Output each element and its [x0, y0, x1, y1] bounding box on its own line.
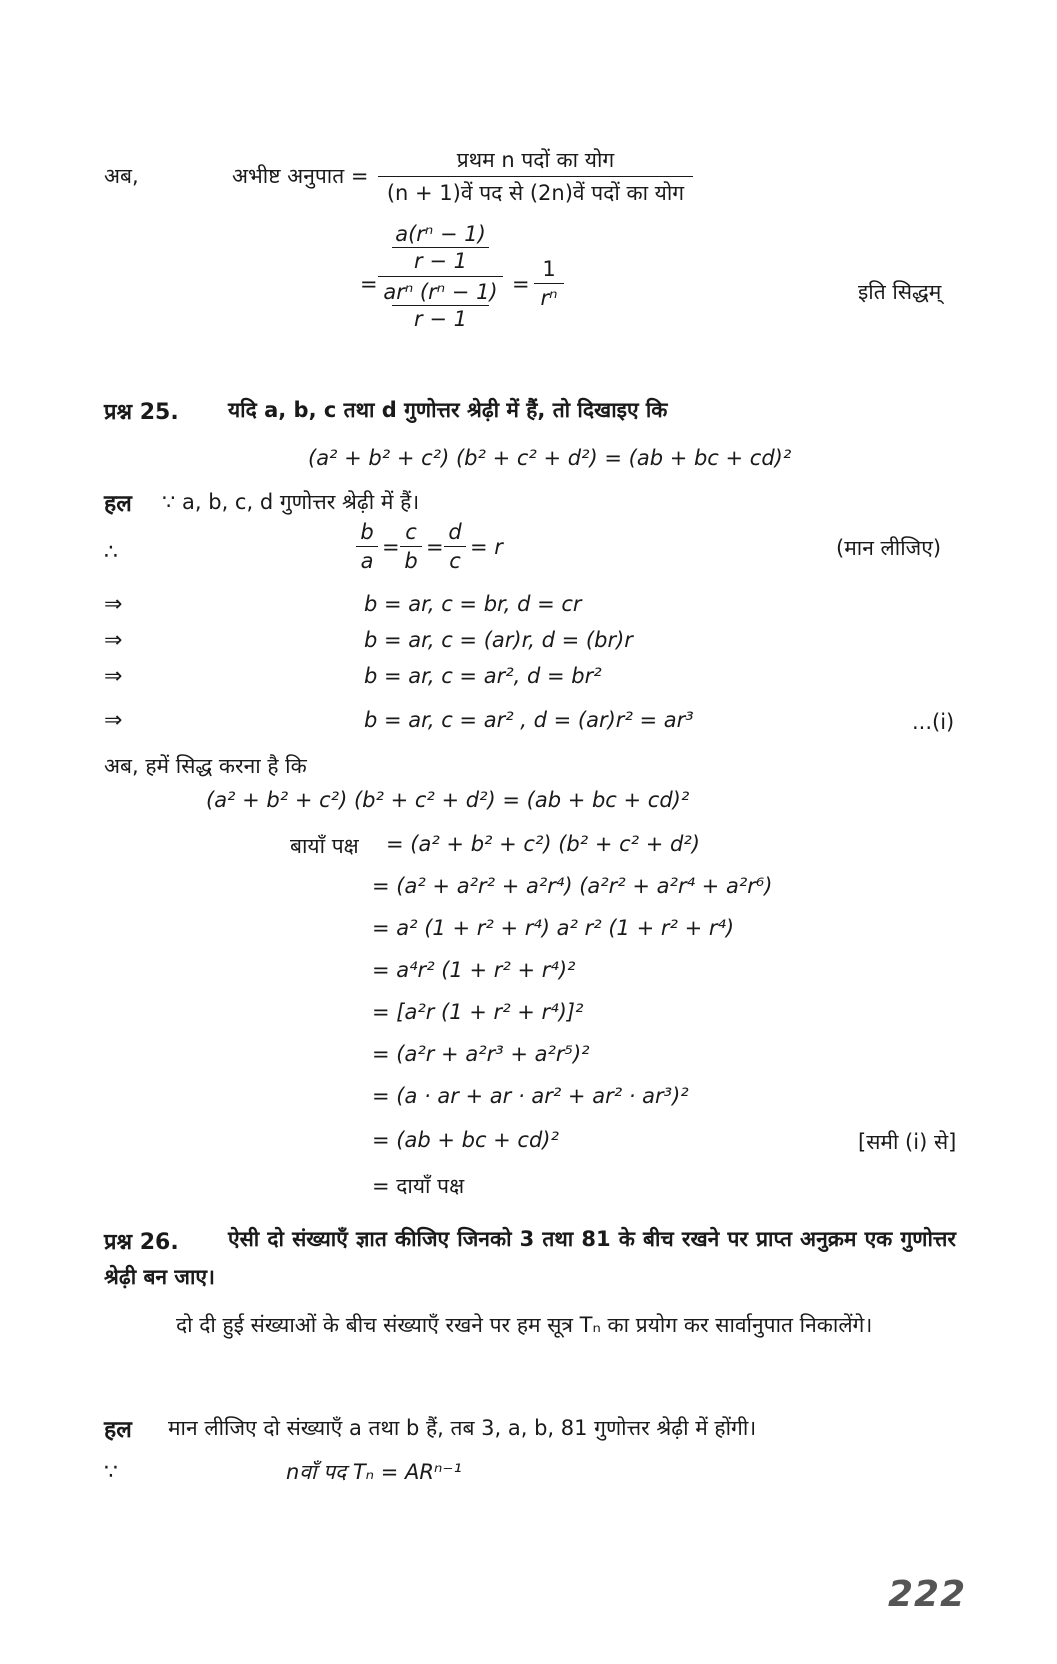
nth-term-formula: nवाँ पद Tₙ = ARⁿ⁻¹ — [286, 1460, 462, 1484]
ab-label: अब, — [104, 164, 139, 188]
fraction-bar — [392, 247, 489, 248]
equals-sign: = — [382, 535, 400, 559]
ratio-denominator: (n + 1)वें पद से (2n)वें पदों का योग — [386, 181, 685, 205]
prove-identity: (a² + b² + c²) (b² + c² + d²) = (ab + bc + cd)² — [206, 788, 690, 812]
q25-hal: हल — [104, 491, 132, 517]
equation-ref-i: ...(i) — [912, 710, 955, 734]
implies-arrow: ⇒ — [104, 708, 123, 733]
q26-text: ऐसी दो संख्याएँ ज्ञात कीजिए जिनको 3 तथा 81 के बीच रखने पर प्राप्त अनुक्रम एक गुणोत्तर श्रेढ़ी बन जाए। — [104, 1227, 956, 1289]
lhs-step-2: = a² (1 + r² + r⁴) a² r² (1 + r² + r⁴) — [372, 916, 735, 940]
main-fraction-bar — [378, 276, 503, 277]
q25-text: यदि a, b, c तथा d गुणोत्तर श्रेढ़ी में हैं, तो दिखाइए कि — [228, 398, 668, 422]
compound-fraction — [378, 222, 503, 331]
result-fraction — [534, 257, 564, 310]
implies-arrow: ⇒ — [104, 664, 123, 689]
fraction-bar — [400, 546, 422, 547]
result-numerator: 1 — [542, 257, 556, 281]
therefore-symbol: ∴ — [104, 540, 118, 565]
lhs-step-1: = (a² + a²r² + a²r⁴) (a²r² + a²r⁴ + a²r⁶) — [372, 874, 773, 898]
q25-identity: (a² + b² + c²) (b² + c² + d²) = (ab + bc + cd)² — [308, 446, 792, 470]
q25-label: प्रश्न 25. — [104, 400, 179, 425]
fraction-c-over-b — [400, 520, 422, 573]
iti-siddham: इति सिद्धम् — [858, 280, 942, 304]
step-line-4: b = ar, c = ar² , d = (ar)r² = ar³ — [364, 708, 694, 732]
numerator: c — [405, 520, 417, 544]
result-denominator: rⁿ — [540, 286, 558, 310]
lhs-step-4: = [a²r (1 + r² + r⁴)]² — [372, 1000, 584, 1024]
rhs-result: = दायाँ पक्ष — [372, 1174, 465, 1198]
lhs-step-3: = a⁴r² (1 + r² + r⁴)² — [372, 958, 576, 982]
fraction-bar — [444, 546, 466, 547]
step-line-1: b = ar, c = br, d = cr — [364, 592, 582, 616]
page-number: 222 — [888, 1574, 967, 1615]
lhs-label: बायाँ पक्ष — [290, 834, 359, 858]
equals-sign: = — [426, 535, 444, 559]
ab-prove-label: अब, हमें सिद्ध करना है कि — [104, 754, 307, 778]
q26-label: प्रश्न 26. — [104, 1230, 179, 1255]
equals-sign-2: = — [512, 272, 530, 296]
lhs-step-7: = (ab + bc + cd)² — [372, 1128, 559, 1152]
numerator: b — [360, 520, 374, 544]
maan-lijiye: (मान लीजिए) — [836, 536, 942, 560]
inner-bottom-numerator: arⁿ (rⁿ − 1) — [383, 280, 498, 304]
step-line-3: b = ar, c = ar², d = br² — [364, 664, 602, 688]
step-line-2: b = ar, c = (ar)r, d = (br)r — [364, 628, 633, 652]
fraction-bar — [378, 176, 693, 177]
inner-bottom-denominator: r − 1 — [414, 307, 467, 331]
q26-hint: दो दी हुई संख्याओं के बीच संख्याएँ रखने पर हम सूत्र Tₙ का प्रयोग कर सार्वानुपात निकालेंगे। — [176, 1313, 873, 1337]
denominator: b — [404, 549, 418, 573]
numerator: d — [448, 520, 462, 544]
ratio-label: अभीष्ट अनुपात = — [232, 164, 369, 188]
lhs-step-5: = (a²r + a²r³ + a²r⁵)² — [372, 1042, 590, 1066]
fraction-d-over-c — [444, 520, 466, 573]
inner-top-denominator: r − 1 — [414, 249, 467, 273]
q25-hal-text: ∵ a, b, c, d गुणोत्तर श्रेढ़ी में हैं। — [162, 490, 420, 514]
denominator: c — [449, 549, 461, 573]
lhs-step-6: = (a · ar + ar · ar² + ar² · ar³)² — [372, 1084, 689, 1108]
lhs-step-0: = (a² + b² + c²) (b² + c² + d²) — [386, 832, 700, 856]
implies-arrow: ⇒ — [104, 628, 123, 653]
equation-ref-from-i: [समी (i) से] — [858, 1130, 957, 1154]
equals-sign: = — [360, 272, 378, 296]
fraction-bar — [356, 546, 378, 547]
denominator: a — [360, 549, 374, 573]
equals-r: = r — [470, 535, 503, 559]
fraction-bar — [392, 305, 489, 306]
fraction-b-over-a — [356, 520, 378, 573]
fraction-bar — [534, 283, 564, 284]
q26-hal: हल — [104, 1417, 132, 1443]
q26-hal-text: मान लीजिए दो संख्याएँ a तथा b हैं, तब 3, a, b, 81 गुणोत्तर श्रेढ़ी में होंगी। — [168, 1416, 757, 1440]
inner-top-numerator: a(rⁿ − 1) — [395, 222, 486, 246]
because-symbol: ∵ — [104, 1460, 118, 1485]
ratio-fraction — [378, 146, 693, 207]
implies-arrow: ⇒ — [104, 592, 123, 617]
ratio-numerator: प्रथम n पदों का योग — [456, 148, 615, 172]
